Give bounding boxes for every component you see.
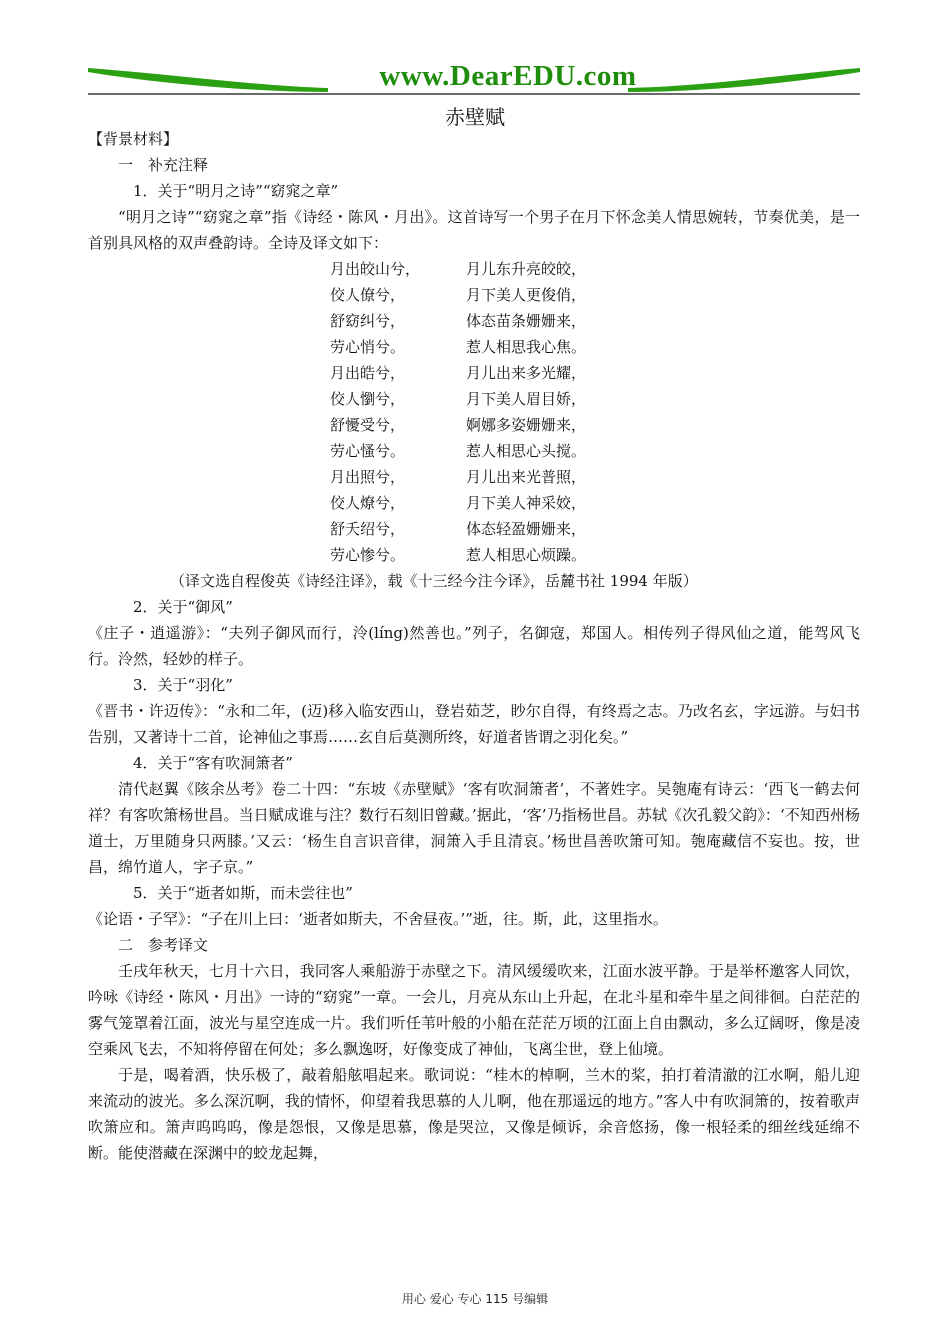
poem-source: （译文选自程俊英《诗经注译》，载《十三经今注今译》，岳麓书社 1994 年版） [170,572,698,590]
poem-block [88,256,860,568]
poem-line: 佼人僚兮， 月下美人更俊俏， [330,286,587,304]
s1-heading: 1．关于“明月之诗”“窈窕之章” [133,182,339,200]
s3-heading: 3．关于“羽化” [133,676,233,694]
part1-heading: 一 补充注释 [118,156,209,174]
site-header-banner [88,58,860,98]
s2-paragraph: 《庄子・逍遥游》：“夫列子御风而行，泠(líng)然善也。”列子，名御寇，郑国人。相传列子得风仙之道，能驾风飞行。泠然，轻妙的样子。 [88,624,860,668]
s1-paragraph: “明月之诗”“窈窕之章”指《诗经・陈风・月出》。这首诗写一个男子在月下怀念美人情思婉转，节奏优美，是一首别具风格的双声叠韵诗。全诗及译文如下： [88,208,860,252]
poem-line: 舒夭绍兮， 体态轻盈姗姗来， [330,520,587,538]
translation-paragraph-2: 于是，喝着酒，快乐极了，敲着船舷唱起来。歌词说：“桂木的棹啊，兰木的桨，拍打着清澈的江水啊，船儿迎来流动的波光。多么深沉啊，我的情怀，仰望着我思慕的人儿啊，他在那遥远的地方。”客人中有吹洞箫的，按着歌声吹箫应和。箫声呜呜呜，像是怨恨，又像是思慕，像是哭泣，又像是倾诉，余音悠扬，像一根轻柔的细丝线延绵不断。能使潜藏在深渊中的蛟龙起舞， [88,1066,860,1162]
poem-line: 劳心悄兮。 惹人相思我心焦。 [330,338,587,356]
translation-paragraph-1: 壬戌年秋天，七月十六日，我同客人乘船游于赤壁之下。清风缓缓吹来，江面水波平静。于是举杯邀客人同饮，吟咏《诗经・陈风・月出》一诗的“窈窕”一章。一会儿，月亮从东山上升起，在北斗星和牵牛星之间徘徊。白茫茫的雾气笼罩着江面，波光与星空连成一片。我们听任苇叶般的小船在茫茫万顷的江面上自由飘动，多么辽阔呀，像是凌空乘风飞去，不知将停留在何处；多么飘逸呀，好像变成了神仙，飞离尘世，登上仙境。 [88,962,860,1058]
poem-line: 月出照兮， 月儿出来光普照， [330,468,587,486]
s3-paragraph: 《晋书・许迈传》：“永和二年，(迈)移入临安西山，登岩茹芝，眇尔自得，有终焉之志。乃改名玄，字远游。与妇书告别，又著诗十二首，论神仙之事焉……玄自后莫测所终，好道者皆谓之羽化矣。” [88,702,860,746]
document-body [88,126,860,1166]
s2-heading: 2．关于“御风” [133,598,233,616]
s5-heading: 5．关于“逝者如斯，而未尝往也” [133,884,353,902]
poem-line: 劳心惨兮。 惹人相思心烦躁。 [330,546,587,564]
poem-line: 劳心慅兮。 惹人相思心头搅。 [330,442,587,460]
poem-line: 舒窈纠兮， 体态苗条姗姗来， [330,312,587,330]
poem-line: 月出皓兮， 月儿出来多光耀， [330,364,587,382]
poem-line: 舒懮受兮， 婀娜多姿姗姗来， [330,416,587,434]
poem-line: 佼人懰兮， 月下美人眉目娇， [330,390,587,408]
part2-heading: 二 参考译文 [118,936,209,954]
poem-line: 佼人燎兮， 月下美人神采姣， [330,494,587,512]
s4-paragraph: 清代赵翼《陔余丛考》卷二十四：“东坡《赤壁赋》‘客有吹洞箫者’，不著姓字。吴匏庵有诗云：‘西飞一鹤去何祥？有客吹箫杨世昌。当日赋成谁与注？数行石刻旧曾藏。’据此，‘客’乃指杨世昌。苏轼《次孔毅父韵》：‘不知西州杨道士，万里随身只两膝。’又云：‘杨生自言识音律，洞箫入手且清哀。’杨世昌善吹箫可知。匏庵藏信不妄也。按，世昌，绵竹道人，字子京。” [88,780,860,876]
section-label: 【背景材料】 [88,130,179,148]
page-footer: 用心 爱心 专心 115 号编辑 [401,1292,549,1306]
s5-paragraph: 《论语・子罕》：“子在川上曰：‘逝者如斯夫，不舍昼夜。’”逝，往。斯，此，这里指水。 [88,910,668,928]
page-title: 赤壁赋 [445,105,505,129]
poem-line: 月出皎山兮， 月儿东升亮皎皎， [330,260,587,278]
site-logo[interactable]: www.DearEDU.com [379,60,637,92]
s4-heading: 4．关于“客有吹洞箫者” [133,754,293,772]
